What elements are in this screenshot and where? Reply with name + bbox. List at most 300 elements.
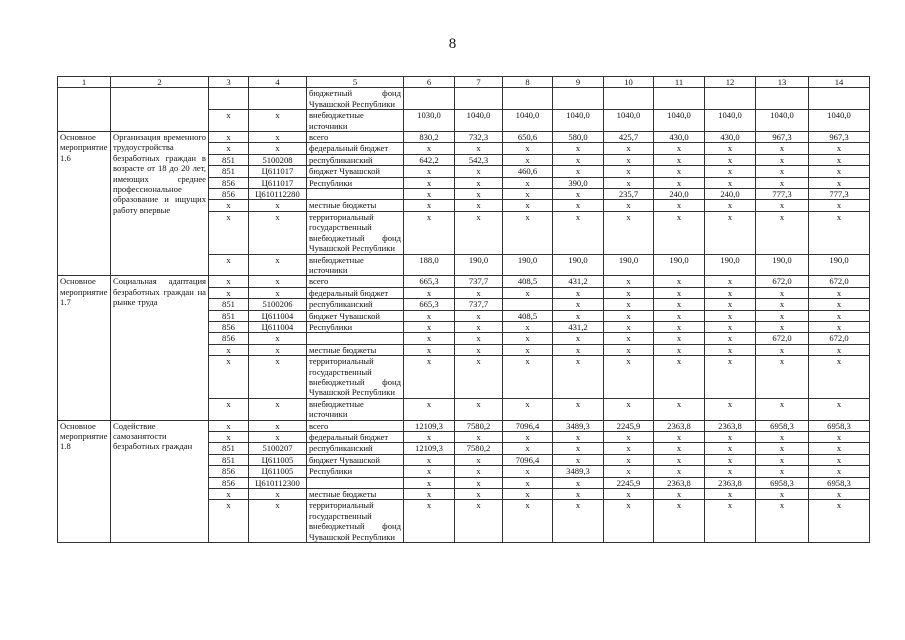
activity-cell: Основное мероприятие 1.7 (58, 276, 111, 420)
value-cell: 967,3 (809, 132, 870, 143)
source-cell: территориальный государственный внебюджетный фонд Чувашской Республики (307, 211, 404, 254)
value-cell: 190,0 (455, 254, 503, 276)
value-cell: x (404, 321, 455, 332)
value-cell: x (705, 211, 756, 254)
value-cell: 240,0 (705, 189, 756, 200)
target-code-cell: Ц611017 (249, 177, 307, 188)
value-cell: 580,0 (553, 132, 604, 143)
value-cell: x (503, 489, 553, 500)
code-cell: x (209, 211, 249, 254)
value-cell: x (455, 143, 503, 154)
value-cell: x (705, 356, 756, 399)
value-cell: x (553, 310, 604, 321)
value-cell: 2363,8 (654, 477, 705, 488)
code-cell: x (209, 344, 249, 355)
value-cell: x (809, 356, 870, 399)
value-cell: 6958,3 (756, 420, 809, 431)
value-cell: x (404, 189, 455, 200)
value-cell: 190,0 (654, 254, 705, 276)
code-cell: 851 (209, 299, 249, 310)
value-cell: x (809, 454, 870, 465)
value-cell (604, 88, 654, 110)
value-cell: x (809, 166, 870, 177)
source-cell: бюджет Чувашской (307, 166, 404, 177)
value-cell: x (654, 143, 705, 154)
value-cell: 235,7 (604, 189, 654, 200)
value-cell: 188,0 (404, 254, 455, 276)
source-cell: внебюджетные источники (307, 110, 404, 132)
value-cell: x (404, 344, 455, 355)
source-cell: бюджет Чувашской (307, 454, 404, 465)
value-cell: x (553, 299, 604, 310)
source-cell: территориальный государственный внебюджетный фонд Чувашской Республики (307, 500, 404, 543)
value-cell: x (756, 443, 809, 454)
value-cell: x (455, 177, 503, 188)
value-cell: x (455, 189, 503, 200)
value-cell: x (705, 443, 756, 454)
value-cell: 1040,0 (654, 110, 705, 132)
value-cell: x (604, 299, 654, 310)
source-cell (307, 333, 404, 344)
target-code-cell: x (249, 333, 307, 344)
source-cell: внебюджетные источники (307, 254, 404, 276)
value-cell: x (756, 166, 809, 177)
target-code-cell: x (249, 276, 307, 287)
value-cell: x (503, 333, 553, 344)
target-code-cell: x (249, 132, 307, 143)
value-cell: x (404, 287, 455, 298)
activity-cell: Основное мероприятие 1.6 (58, 132, 111, 276)
value-cell: x (553, 211, 604, 254)
value-cell: x (604, 432, 654, 443)
value-cell: x (553, 356, 604, 399)
value-cell: x (809, 200, 870, 211)
value-cell: x (756, 432, 809, 443)
value-cell: x (455, 454, 503, 465)
value-cell: 1040,0 (553, 110, 604, 132)
value-cell: x (503, 356, 553, 399)
value-cell: x (503, 500, 553, 543)
target-code-cell: x (249, 344, 307, 355)
value-cell: x (455, 398, 503, 420)
value-cell (809, 88, 870, 110)
value-cell: 672,0 (809, 276, 870, 287)
value-cell: x (604, 211, 654, 254)
value-cell: x (705, 344, 756, 355)
code-cell: 851 (209, 310, 249, 321)
value-cell: x (705, 321, 756, 332)
header-cell: 7 (455, 77, 503, 88)
source-cell: территориальный государственный внебюджетный фонд Чувашской Республики (307, 356, 404, 399)
value-cell: x (756, 344, 809, 355)
target-code-cell: x (249, 254, 307, 276)
value-cell: x (503, 344, 553, 355)
value-cell: x (705, 287, 756, 298)
value-cell: x (654, 432, 705, 443)
value-cell: x (404, 432, 455, 443)
value-cell: x (809, 154, 870, 165)
value-cell: 190,0 (809, 254, 870, 276)
value-cell: x (756, 398, 809, 420)
value-cell: x (404, 200, 455, 211)
header-cell: 8 (503, 77, 553, 88)
value-cell: x (404, 398, 455, 420)
value-cell (455, 88, 503, 110)
value-cell: x (553, 287, 604, 298)
value-cell: x (455, 477, 503, 488)
value-cell: 2363,8 (705, 477, 756, 488)
value-cell: x (553, 154, 604, 165)
value-cell: x (654, 443, 705, 454)
description-cell: Социальная адаптация безработных граждан на рынке труда (111, 276, 209, 420)
value-cell: x (705, 166, 756, 177)
code-cell: 856 (209, 333, 249, 344)
value-cell: x (455, 166, 503, 177)
value-cell: x (705, 432, 756, 443)
value-cell: 425,7 (604, 132, 654, 143)
value-cell: x (654, 344, 705, 355)
source-cell: Республики (307, 177, 404, 188)
value-cell: x (455, 432, 503, 443)
source-cell: Республики (307, 321, 404, 332)
value-cell: x (705, 398, 756, 420)
source-cell: республиканский (307, 299, 404, 310)
value-cell: x (654, 200, 705, 211)
value-cell (553, 88, 604, 110)
value-cell (654, 88, 705, 110)
value-cell: x (756, 143, 809, 154)
description-cell: Содействие самозанятости безработных граждан (111, 420, 209, 542)
value-cell: x (404, 177, 455, 188)
target-code-cell: x (249, 489, 307, 500)
value-cell: x (705, 466, 756, 477)
code-cell: x (209, 200, 249, 211)
target-code-cell: Ц610112300 (249, 477, 307, 488)
value-cell (404, 88, 455, 110)
value-cell: x (503, 432, 553, 443)
header-cell: 1 (58, 77, 111, 88)
value-cell: x (604, 454, 654, 465)
value-cell: x (756, 500, 809, 543)
header-row (58, 77, 870, 88)
value-cell: x (553, 443, 604, 454)
value-cell: x (604, 310, 654, 321)
value-cell: 430,0 (705, 132, 756, 143)
value-cell: 7580,2 (455, 443, 503, 454)
value-cell: x (404, 356, 455, 399)
value-cell: 1040,0 (604, 110, 654, 132)
value-cell: x (809, 398, 870, 420)
value-cell: x (654, 466, 705, 477)
value-cell: x (553, 489, 604, 500)
value-cell: 190,0 (705, 254, 756, 276)
header-cell: 12 (705, 77, 756, 88)
code-cell (209, 88, 249, 110)
value-cell: 1040,0 (809, 110, 870, 132)
value-cell: 3489,3 (553, 420, 604, 431)
target-code-cell: x (249, 500, 307, 543)
value-cell: 737,7 (455, 299, 503, 310)
value-cell: x (705, 454, 756, 465)
value-cell: x (604, 344, 654, 355)
value-cell: x (455, 287, 503, 298)
table-row (58, 276, 870, 287)
source-cell: всего (307, 276, 404, 287)
value-cell: x (604, 200, 654, 211)
target-code-cell: x (249, 143, 307, 154)
source-cell: федеральный бюджет (307, 143, 404, 154)
value-cell: x (553, 166, 604, 177)
value-cell: 190,0 (756, 254, 809, 276)
target-code-cell: Ц611005 (249, 454, 307, 465)
value-cell: 1030,0 (404, 110, 455, 132)
value-cell: x (404, 500, 455, 543)
value-cell: 1040,0 (705, 110, 756, 132)
value-cell: x (553, 344, 604, 355)
code-cell: 851 (209, 454, 249, 465)
value-cell: 665,3 (404, 299, 455, 310)
value-cell: 777,3 (809, 189, 870, 200)
target-code-cell: Ц610112280 (249, 189, 307, 200)
header-cell: 5 (307, 77, 404, 88)
value-cell: x (654, 310, 705, 321)
value-cell: x (604, 443, 654, 454)
value-cell: x (654, 356, 705, 399)
value-cell: 672,0 (809, 333, 870, 344)
value-cell: 12109,3 (404, 420, 455, 431)
header-cell: 13 (756, 77, 809, 88)
value-cell: x (553, 143, 604, 154)
value-cell: x (404, 466, 455, 477)
value-cell: x (809, 432, 870, 443)
value-cell: x (705, 489, 756, 500)
value-cell: x (705, 177, 756, 188)
value-cell: x (809, 321, 870, 332)
source-cell: республиканский (307, 443, 404, 454)
value-cell: x (705, 299, 756, 310)
value-cell: x (809, 143, 870, 154)
value-cell: 431,2 (553, 276, 604, 287)
code-cell: x (209, 276, 249, 287)
value-cell: x (705, 143, 756, 154)
value-cell: 672,0 (756, 333, 809, 344)
description-cell: Организация временного трудоустройства безработных граждан в возрасте от 18 до 20 лет, имеющих среднее профессиональное образование и ищущих работу впервые (111, 132, 209, 276)
value-cell: x (654, 299, 705, 310)
value-cell: x (756, 454, 809, 465)
value-cell: 408,5 (503, 310, 553, 321)
value-cell: x (503, 321, 553, 332)
value-cell: x (503, 443, 553, 454)
header-cell: 2 (111, 77, 209, 88)
value-cell: x (553, 454, 604, 465)
value-cell: x (705, 276, 756, 287)
value-cell: 542,3 (455, 154, 503, 165)
value-cell: x (654, 166, 705, 177)
value-cell: 390,0 (553, 177, 604, 188)
value-cell: x (455, 310, 503, 321)
value-cell: 408,5 (503, 276, 553, 287)
source-cell: всего (307, 132, 404, 143)
value-cell: x (756, 211, 809, 254)
value-cell: x (654, 489, 705, 500)
value-cell: x (503, 398, 553, 420)
value-cell: x (604, 177, 654, 188)
value-cell: x (756, 154, 809, 165)
value-cell: x (503, 466, 553, 477)
source-cell (307, 189, 404, 200)
value-cell: x (604, 333, 654, 344)
value-cell: x (604, 143, 654, 154)
source-cell: республиканский (307, 154, 404, 165)
value-cell: x (756, 489, 809, 500)
activity-cell (58, 88, 111, 132)
value-cell: x (654, 177, 705, 188)
value-cell: x (654, 211, 705, 254)
value-cell: x (404, 166, 455, 177)
target-code-cell: x (249, 287, 307, 298)
code-cell: 856 (209, 477, 249, 488)
value-cell: x (404, 310, 455, 321)
value-cell: x (455, 200, 503, 211)
value-cell: 732,3 (455, 132, 503, 143)
page-number: 8 (448, 36, 457, 52)
value-cell: x (604, 166, 654, 177)
value-cell: x (604, 287, 654, 298)
code-cell: x (209, 420, 249, 431)
target-code-cell: Ц611005 (249, 466, 307, 477)
value-cell (756, 88, 809, 110)
code-cell: 856 (209, 189, 249, 200)
source-cell: федеральный бюджет (307, 432, 404, 443)
value-cell: x (809, 211, 870, 254)
value-cell: x (553, 398, 604, 420)
value-cell: x (553, 333, 604, 344)
code-cell: x (209, 110, 249, 132)
value-cell: x (455, 466, 503, 477)
value-cell: x (654, 321, 705, 332)
target-code-cell: 5100206 (249, 299, 307, 310)
source-cell: федеральный бюджет (307, 287, 404, 298)
source-cell: бюджет Чувашской (307, 310, 404, 321)
value-cell: 967,3 (756, 132, 809, 143)
value-cell: x (553, 500, 604, 543)
value-cell: 1040,0 (455, 110, 503, 132)
value-cell: x (604, 154, 654, 165)
value-cell: 6958,3 (809, 477, 870, 488)
value-cell: x (756, 200, 809, 211)
value-cell: 190,0 (503, 254, 553, 276)
header-cell: 11 (654, 77, 705, 88)
value-cell: 665,3 (404, 276, 455, 287)
value-cell: x (604, 356, 654, 399)
value-cell: x (654, 287, 705, 298)
value-cell: 240,0 (654, 189, 705, 200)
code-cell: x (209, 132, 249, 143)
target-code-cell: x (249, 211, 307, 254)
value-cell: x (809, 344, 870, 355)
value-cell: x (654, 154, 705, 165)
source-cell: Республики (307, 466, 404, 477)
value-cell: x (809, 443, 870, 454)
header-cell: 3 (209, 77, 249, 88)
value-cell: x (654, 333, 705, 344)
target-code-cell: Ц611004 (249, 321, 307, 332)
value-cell: 460,6 (503, 166, 553, 177)
value-cell: x (503, 477, 553, 488)
value-cell: x (503, 189, 553, 200)
code-cell: x (209, 500, 249, 543)
value-cell: x (455, 489, 503, 500)
value-cell: x (705, 200, 756, 211)
value-cell: x (455, 321, 503, 332)
code-cell: 851 (209, 166, 249, 177)
value-cell: 830,2 (404, 132, 455, 143)
target-code-cell: x (249, 200, 307, 211)
table-row (58, 132, 870, 143)
value-cell: x (756, 321, 809, 332)
value-cell: 7580,2 (455, 420, 503, 431)
value-cell: x (654, 454, 705, 465)
value-cell: x (503, 200, 553, 211)
value-cell: x (404, 477, 455, 488)
value-cell: 672,0 (756, 276, 809, 287)
activity-cell: Основное мероприятие 1.8 (58, 420, 111, 542)
header-cell: 4 (249, 77, 307, 88)
header-cell: 6 (404, 77, 455, 88)
source-cell: внебюджетные источники (307, 398, 404, 420)
value-cell (705, 88, 756, 110)
description-cell (111, 88, 209, 132)
code-cell: 851 (209, 154, 249, 165)
code-cell: x (209, 432, 249, 443)
value-cell: 3489,3 (553, 466, 604, 477)
source-cell: местные бюджеты (307, 489, 404, 500)
value-cell: x (455, 356, 503, 399)
value-cell: 7096,4 (503, 454, 553, 465)
value-cell: 1040,0 (503, 110, 553, 132)
target-code-cell: x (249, 420, 307, 431)
value-cell: 6958,3 (809, 420, 870, 431)
value-cell: x (705, 154, 756, 165)
source-cell: всего (307, 420, 404, 431)
value-cell: x (553, 432, 604, 443)
value-cell: x (553, 477, 604, 488)
target-code-cell: x (249, 356, 307, 399)
code-cell: 856 (209, 466, 249, 477)
code-cell: x (209, 287, 249, 298)
value-cell: 6958,3 (756, 477, 809, 488)
value-cell: 2363,8 (654, 420, 705, 431)
code-cell: x (209, 143, 249, 154)
value-cell (503, 88, 553, 110)
value-cell: x (654, 398, 705, 420)
value-cell: x (553, 189, 604, 200)
value-cell: 737,7 (455, 276, 503, 287)
value-cell: x (503, 287, 553, 298)
source-cell (307, 477, 404, 488)
header-cell: 14 (809, 77, 870, 88)
code-cell: 856 (209, 321, 249, 332)
value-cell: 12109,3 (404, 443, 455, 454)
value-cell: x (756, 310, 809, 321)
value-cell: 430,0 (654, 132, 705, 143)
value-cell: x (809, 299, 870, 310)
value-cell: x (455, 211, 503, 254)
source-cell: местные бюджеты (307, 344, 404, 355)
value-cell: x (756, 287, 809, 298)
target-code-cell: 5100207 (249, 443, 307, 454)
value-cell: x (809, 500, 870, 543)
